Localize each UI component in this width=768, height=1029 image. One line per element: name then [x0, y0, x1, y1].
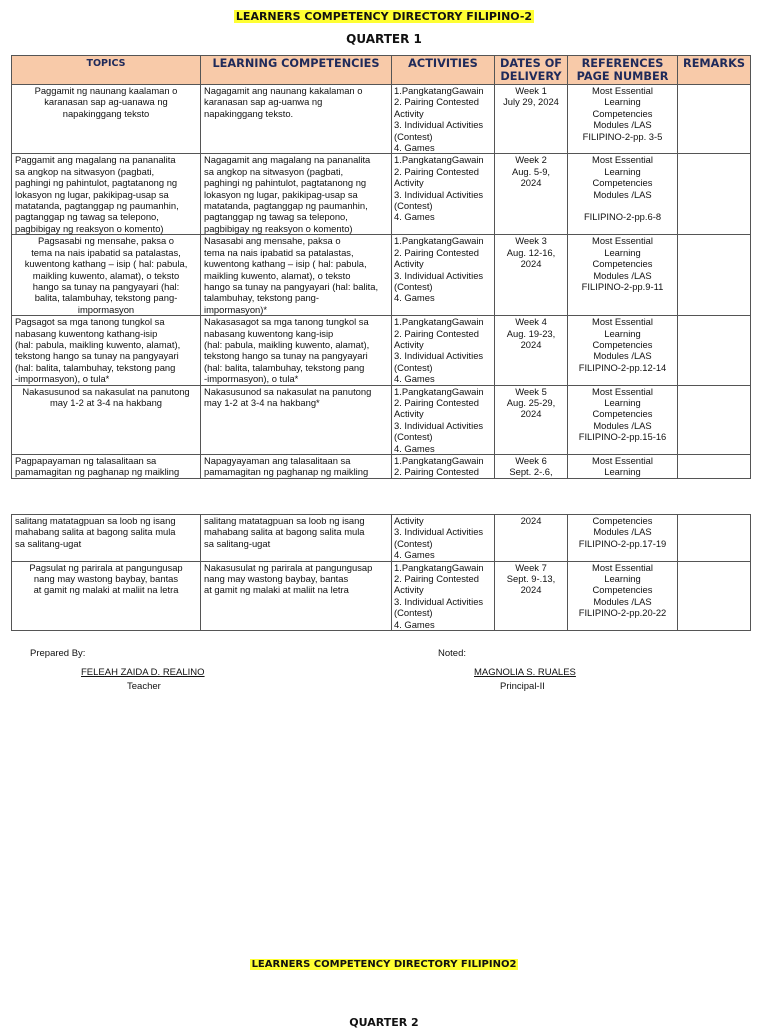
topic-cell: Pagpapayaman ng talasalitaan sa pamamagitan ng paghanap ng maikling [12, 455, 201, 479]
table-row [12, 235, 751, 316]
topic-cell: Pagsagot sa mga tanong tungkol sa nabasang kuwentong kathang-isip (hal: pabula, maikling kuwento, alamat), tekstong hango sa tunay na pangyayari (hal: balita, talambuhay, tekstong pang -impormasyon), o tula* [12, 316, 201, 385]
references-cell: Competencies Modules /LAS FILIPINO-2-pp.17-19 [568, 515, 678, 562]
references-cell: Most Essential Learning Competencies Modules /LAS FILIPINO-2-pp.20-22 [568, 561, 678, 630]
remarks-cell [678, 85, 751, 154]
topic-cell: Pagsasabi ng mensahe, paksa o tema na nais ipabatid sa patalastas, kuwentong kathang – isip ( hal: pabula, maikling kuwento, alamat), o teksto hango sa tunay na pangyayari (hal: balita, talambuhay, tekstong pang- impormasyon [12, 235, 201, 316]
remarks-cell [678, 515, 751, 562]
next-page-title [0, 959, 768, 970]
header-dates-of-delivery: DATES OF DELIVERY [495, 56, 568, 85]
header-topics: TOPICS [12, 56, 201, 85]
table-row [12, 154, 751, 235]
activities-cell: 1.PangkatangGawain 2. Pairing Contested Activity 3. Individual Activities (Contest) 4. Games [392, 235, 495, 316]
competency-cell: Nakasusunod sa nakasulat na panutong may 1-2 at 3-4 na hakbang* [201, 385, 392, 454]
activities-cell: 1.PangkatangGawain 2. Pairing Contested Activity 3. Individual Activities (Contest) 4. Games [392, 385, 495, 454]
dates-cell: Week 4 Aug. 19-23, 2024 [495, 316, 568, 385]
competency-cell: Napagyayaman ang talasalitaan sa pamamagitan ng paghanap ng maikling [201, 455, 392, 479]
header-learning-competencies: LEARNING COMPETENCIES [201, 56, 392, 85]
noted-label: Noted: [438, 648, 466, 659]
competency-table [11, 55, 751, 479]
dates-cell: Week 6 Sept. 2-.6, [495, 455, 568, 479]
document-title [0, 10, 768, 23]
topic-cell: Nakasusunod sa nakasulat na panutong may 1-2 at 3-4 na hakbang [12, 385, 201, 454]
prepared-by-name: FELEAH ZAIDA D. REALINO [81, 667, 205, 678]
topic-cell: Paggamit ng naunang kaalaman o karanasan sap ag-uanawa ng napakinggang teksto [12, 85, 201, 154]
activities-cell: 1.PangkatangGawain 2. Pairing Contested [392, 455, 495, 479]
dates-cell: Week 2 Aug. 5-9, 2024 [495, 154, 568, 235]
competency-cell: Nakasasagot sa mga tanong tungkol sa nabasang kuwentong kang-isip (hal: pabula, maikling kuwento, alamat), tekstong hango sa tunay na pangyayari (hal: balita, talambuhay, tekstong pang -impormasyon), o tula* [201, 316, 392, 385]
activities-cell: 1.PangkatangGawain 2. Pairing Contested Activity 3. Individual Activities (Contest) 4. Games [392, 154, 495, 235]
table-row [12, 455, 751, 479]
activities-cell: 1.PangkatangGawain 2. Pairing Contested Activity 3. Individual Activities (Contest) 4. Games [392, 85, 495, 154]
dates-cell: 2024 [495, 515, 568, 562]
topic-cell: Paggamit ang magalang na pananalita sa angkop na sitwasyon (pagbati, paghingi ng pahintulot, pagtatanong ng lokasyon ng lugar, pakikipag-usap sa matatanda, pagtanggap ng paumanhin, pagtanggap ng tawag sa telepono, pagbibigay ng reaksyon o komento) [12, 154, 201, 235]
table-row [12, 85, 751, 154]
activities-cell: 1.PangkatangGawain 2. Pairing Contested Activity 3. Individual Activities (Contest) 4. Games [392, 561, 495, 630]
next-page-quarter-heading: QUARTER 2 [349, 1016, 419, 1029]
references-cell: Most Essential Learning Competencies Modules /LAS FILIPINO-2-pp.15-16 [568, 385, 678, 454]
noted-name: MAGNOLIA S. RUALES [474, 667, 576, 678]
dates-cell: Week 1 July 29, 2024 [495, 85, 568, 154]
header-references-page-number: REFERENCES PAGE NUMBER [568, 56, 678, 85]
quarter-heading: QUARTER 1 [346, 32, 422, 46]
prepared-by-label: Prepared By: [30, 648, 86, 659]
competency-cell: salitang matatagpuan sa loob ng isang mahabang salita at bagong salita mula sa salitang-ugat [201, 515, 392, 562]
document-title-text: LEARNERS COMPETENCY DIRECTORY FILIPINO-2 [235, 10, 533, 23]
activities-cell: 1.PangkatangGawain 2. Pairing Contested Activity 3. Individual Activities (Contest) 4. Games [392, 316, 495, 385]
table-header-row [12, 56, 751, 85]
references-cell: Most Essential Learning Competencies Modules /LAS FILIPINO-2-pp. 3-5 [568, 85, 678, 154]
header-remarks: REMARKS [678, 56, 751, 85]
topic-cell: Pagsulat ng parirala at pangungusap nang may wastong baybay, bantas at gamit ng malaki at maliit na letra [12, 561, 201, 630]
prepared-by-role: Teacher [127, 681, 161, 692]
table-row [12, 515, 751, 562]
next-page-title-text: LEARNERS COMPETENCY DIRECTORY FILIPINO2 [251, 959, 517, 970]
header-activities: ACTIVITIES [392, 56, 495, 85]
table-row [12, 316, 751, 385]
table-row [12, 385, 751, 454]
references-cell: Most Essential Learning [568, 455, 678, 479]
competency-cell: Nagagamit ang magalang na pananalita sa angkop na sitwasyon (pagbati, paghingi ng pahintulot, pagtatanong ng lokasyon ng lugar, pakikipag-usap sa matatanda, pagtanggap ng paumanhin, pagtanggap ng tawag sa telepono, pagbibigay ng reaksyon o komento) [201, 154, 392, 235]
remarks-cell [678, 235, 751, 316]
dates-cell: Week 7 Sept. 9-.13, 2024 [495, 561, 568, 630]
remarks-cell [678, 154, 751, 235]
noted-role: Principal-II [500, 681, 545, 692]
references-cell: Most Essential Learning Competencies Modules /LAS FILIPINO-2-pp.6-8 [568, 154, 678, 235]
competency-cell: Nakasusulat ng parirala at pangungusap nang may wastong baybay, bantas at gamit ng malaki at maliit na letra [201, 561, 392, 630]
dates-cell: Week 3 Aug. 12-16, 2024 [495, 235, 568, 316]
references-cell: Most Essential Learning Competencies Modules /LAS FILIPINO-2-pp.9-11 [568, 235, 678, 316]
table-row [12, 561, 751, 630]
remarks-cell [678, 561, 751, 630]
remarks-cell [678, 316, 751, 385]
remarks-cell [678, 455, 751, 479]
remarks-cell [678, 385, 751, 454]
competency-cell: Nasasabi ang mensahe, paksa o tema na nais ipabatid sa patalastas, kuwentong kathang – isip ( hal: pabula, maikling kuwento, alamat), o teksto hango sa tunay na pangyayari (hal: balita, talambuhay, tekstong pang- impormasyon)* [201, 235, 392, 316]
activities-cell: Activity 3. Individual Activities (Contest) 4. Games [392, 515, 495, 562]
competency-table-continued [11, 514, 751, 631]
dates-cell: Week 5 Aug. 25-29, 2024 [495, 385, 568, 454]
competency-cell: Nagagamit ang naunang kakalaman o karanasan sap ag-uanwa ng napakinggang teksto. [201, 85, 392, 154]
topic-cell: salitang matatagpuan sa loob ng isang mahabang salita at bagong salita mula sa salitang-ugat [12, 515, 201, 562]
references-cell: Most Essential Learning Competencies Modules /LAS FILIPINO-2-pp.12-14 [568, 316, 678, 385]
